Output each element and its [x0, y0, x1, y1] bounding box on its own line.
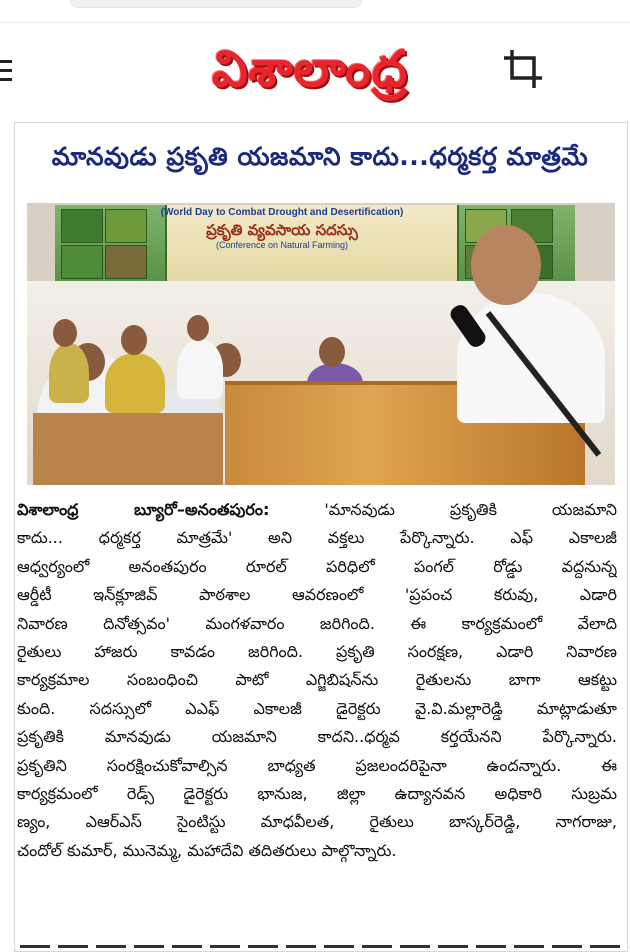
article-headline: మానవుడు ప్రకృతి యజమాని కాదు...ధర్మకర్త మాత్రమే	[51, 142, 589, 171]
speaker-person	[457, 293, 605, 423]
audience-head	[319, 337, 345, 367]
front-desk	[33, 413, 223, 485]
masthead-logo-text: విశాలాంధ్ర	[211, 39, 409, 98]
address-bar-fragment[interactable]	[70, 0, 362, 8]
banner-subtitle: (Conference on Natural Farming)	[215, 240, 349, 250]
banner-english-title: (World Day to Combat Drought and Desertification)	[160, 207, 404, 218]
article-line: ప్రకృతిని సంరక్షించుకోవాల్సిన బాధ్యత ప్రజలందరిపైనా ఉందన్నారు. ఈ	[17, 755, 617, 775]
crop-icon[interactable]	[500, 46, 546, 92]
app-top-bar	[0, 0, 630, 118]
article-line: ఆర్డీటీ ఇన్‌క్లూజివ్ పాఠశాల ఆవరణంలో 'ప్రపంచ కరువు, ఎడారి	[17, 585, 617, 605]
article-line: ప్రకృతికి మానవుడు యజమాని కాదని..ధర్మవ కర్తయేనని పేర్కొన్నారు.	[17, 727, 617, 747]
audience-person	[49, 343, 89, 403]
article-line: నివారణ దినోత్సవం' మంగళవారం జరిగింది. ఈ కార్యక్రమంలో వేలాది	[17, 613, 617, 633]
article-line: కుంది. సదస్సులో ఎఎఫ్ ఎకాలజీ డైరెక్టరు వై.వి.మల్లారెడ్డి మాట్లాడుతూ	[17, 698, 617, 718]
next-article-cutoff	[20, 940, 620, 950]
article-line: కార్యక్రమాల సంబంధించి పాటో ఎగ్జిబిషన్‌ను రైతులను బాగా ఆకట్టు	[17, 670, 617, 690]
article-line: ఆధ్వర్యంలో అనంతపురం రూరల్ పరిధిలో పంగల్ రోడ్డు వద్దనున్న	[17, 556, 617, 576]
article-body	[17, 496, 617, 865]
article-line: 'మానవుడు ప్రకృతికి యజమాని	[324, 500, 617, 519]
divider	[0, 22, 630, 23]
article-line: చందోల్ కుమార్, మునెమ్మ, మహాదేవి తదితరులు పాల్గొన్నారు.	[17, 840, 397, 860]
masthead-logo	[150, 28, 470, 110]
audience-head	[187, 315, 209, 341]
article-dateline: విశాలాంధ్ర బ్యూరో–అనంతపురం:	[17, 500, 270, 519]
article-photo	[27, 203, 615, 485]
article-first-line	[17, 496, 617, 524]
article-line: కార్యక్రమంలో రెడ్స్ డైరెక్టరు భానుజ, జిల్లా ఉద్యానవన అధికారి సుబ్రమ	[17, 783, 617, 803]
article-line: రైతులు హాజరు కావడం జరిగింది. ప్రకృతి సంరక్షణ, ఎడారి నివారణ	[17, 641, 617, 661]
article-line: ణ్యం, ఎఆర్ఎస్ సైంటిస్టు మాధవీలత, రైతులు బాస్కర్‌రెడ్డి, నాగరాజు,	[17, 812, 617, 832]
hamburger-icon[interactable]	[0, 60, 14, 84]
audience-person	[105, 353, 165, 413]
audience-person	[177, 339, 223, 399]
speaker-head	[471, 225, 541, 305]
banner-telugu-title: ప్రకృతి వ్యవసాయ సదస్సు	[206, 221, 358, 239]
audience-head	[53, 319, 77, 347]
audience-head	[121, 325, 147, 355]
article-line: కాదు... ధర్మకర్త మాత్రమే' అని వక్తలు పేర్కొన్నారు. ఎఫ్ ఎకాలజీ	[17, 528, 617, 548]
